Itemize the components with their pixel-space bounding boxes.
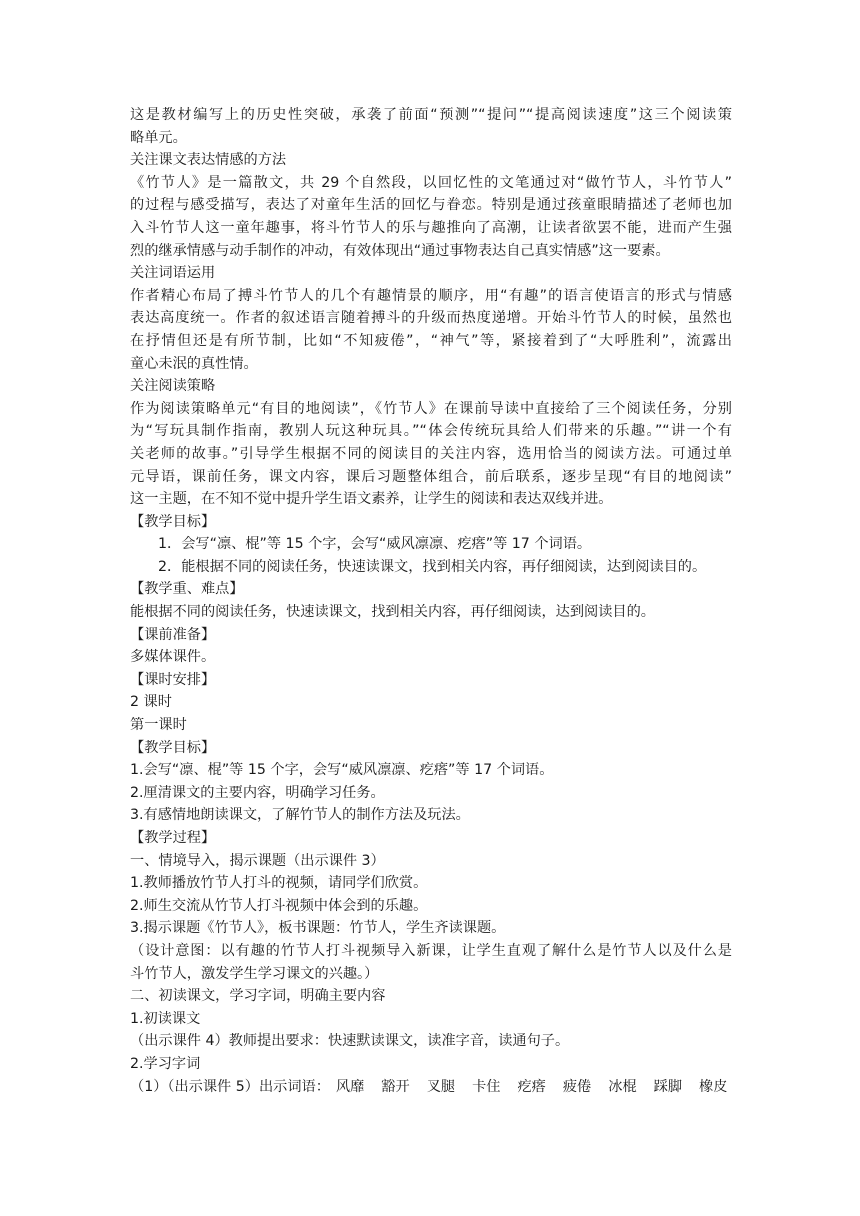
text-line: （出示课件 4）教师提出要求：快速默读课文，读准字音，读通句子。 <box>130 1033 570 1050</box>
vocab-word: 卡住 <box>472 1078 501 1095</box>
text-line: 烈的继承情感与动手制作的冲动，有效体现出“通过事物表达自己真实情感”这一要素。 <box>130 242 670 259</box>
text-line: 【教学过程】 <box>130 830 216 846</box>
text-line: 关老师的故事。”引导学生根据不同的阅读目的关注内容，选用恰当的阅读方法。可通过单 <box>130 445 732 462</box>
text-line: 为“写玩具制作指南，教别人玩这种玩具。”“体会传统玩具给人们带来的乐趣。”“讲一个有 <box>130 423 732 440</box>
text-line: 2.学习字词 <box>130 1055 201 1072</box>
text-line: 作为阅读策略单元“有目的地阅读”，《竹节人》在课前导读中直接给了三个阅读任务，分别 <box>130 400 732 417</box>
text-line: 童心未泯的真性情。 <box>130 355 258 372</box>
text-line: 【课前准备】 <box>130 626 216 643</box>
vocab-word: 风靡 <box>335 1078 365 1095</box>
text-line: 这是教材编写上的历史性突破，承袭了前面“预测”“提问”“提高阅读速度”这三个阅读策 <box>130 107 732 123</box>
text-line: 3.揭示课题《竹节人》，板书课题：竹节人，学生齐读课题。 <box>130 920 506 937</box>
text-line: 【课时安排】 <box>130 671 216 688</box>
text-line: 关注阅读策略 <box>130 378 216 395</box>
text-line: 二、初读课文，学习字词，明确主要内容 <box>130 988 386 1005</box>
text-line: 《竹节人》是一篇散文，共 29 个自然段，以回忆性的文笔通过对“做竹节人，斗竹节人” <box>130 174 732 191</box>
text-line: 【教学目标】 <box>130 513 216 530</box>
text-line: 多媒体课件。 <box>130 649 216 666</box>
text-line: 1.初读课文 <box>130 1010 201 1027</box>
vocab-word: 疲倦 <box>562 1078 592 1095</box>
text-line: 1.教师播放竹节人打斗的视频，请同学们欣赏。 <box>130 875 428 892</box>
text-line: 关注课文表达情感的方法 <box>130 152 287 169</box>
text-line: 2 课时 <box>130 694 172 711</box>
vocab-lead: （1）（出示课件 5）出示词语： <box>130 1078 330 1095</box>
text-line: 关注词语运用 <box>130 265 216 282</box>
text-line: 第一课时 <box>130 717 187 734</box>
text-line: 的过程与感受描写，表达了对童年生活的回忆与眷恋。特别是通过孩童眼睛描述了老师也加 <box>130 197 732 214</box>
text-line: 这一主题，在不知不觉中提升学生语文素养，让学生的阅读和表达双线并进。 <box>130 491 613 508</box>
text-line: 一、情境导入，揭示课题（出示课件 3） <box>130 852 385 869</box>
text-line: 【教学目标】 <box>130 739 216 756</box>
text-line: 2.师生交流从竹节人打斗视频中体会到的乐趣。 <box>130 897 428 914</box>
document-body <box>130 104 732 1098</box>
text-line: 作者精心布局了搏斗竹节人的几个有趣情景的顺序，用“有趣”的语言使语言的形式与情感 <box>130 287 732 304</box>
text-line: 1．会写“凛、棍”等 15 个字，会写“威风凛凛、疙瘩”等 17 个词语。 <box>158 536 592 553</box>
text-line: 在抒情但还是有所节制，比如“不知疲倦”，“神气”等，紧接着到了“大呼胜利”，流露出 <box>130 332 732 349</box>
vocab-word: 叉腿 <box>426 1078 456 1095</box>
text-line: 2．能根据不同的阅读任务，快速读课文，找到相关内容，再仔细阅读，达到阅读目的。 <box>158 558 707 575</box>
vocab-word: 橡皮 <box>699 1078 728 1095</box>
text-line: 能根据不同的阅读任务，快速读课文，找到相关内容，再仔细阅读，达到阅读目的。 <box>130 604 655 621</box>
text-line: 3.有感情地朗读课文，了解竹节人的制作方法及玩法。 <box>130 807 470 824</box>
vocab-word: 豁开 <box>381 1078 410 1095</box>
text-line: 2.厘清课文的主要内容，明确学习任务。 <box>130 784 385 801</box>
text-line: 斗竹节人，激发学生学习课文的兴趣。） <box>130 965 379 982</box>
vocab-word: 踩脚 <box>653 1078 683 1095</box>
text-line: 元导语，课前任务，课文内容，课后习题整体组合，前后联系，逐步呈现“有目的地阅读” <box>130 468 732 485</box>
text-line: 1.会写“凛、棍”等 15 个字，会写“威风凛凛、疙瘩”等 17 个词语。 <box>130 762 554 779</box>
vocab-line <box>130 1076 732 1099</box>
vocab-word: 冰棍 <box>608 1078 637 1095</box>
text-line: 【教学重、难点】 <box>130 581 244 598</box>
text-line: 略单元。 <box>130 129 187 146</box>
text-line: 表达高度统一。作者的叙述语言随着搏斗的升级而热度递增。开始斗竹节人的时候，虽然也 <box>130 310 732 327</box>
text-line: 入斗竹节人这一童年趣事，将斗竹节人的乐与趣推向了高潮，让读者欲罢不能，进而产生强 <box>130 219 732 236</box>
text-line: （设计意图：以有趣的竹节人打斗视频导入新课，让学生直观了解什么是竹节人以及什么是 <box>130 942 732 959</box>
vocab-word: 疙瘩 <box>517 1078 546 1095</box>
